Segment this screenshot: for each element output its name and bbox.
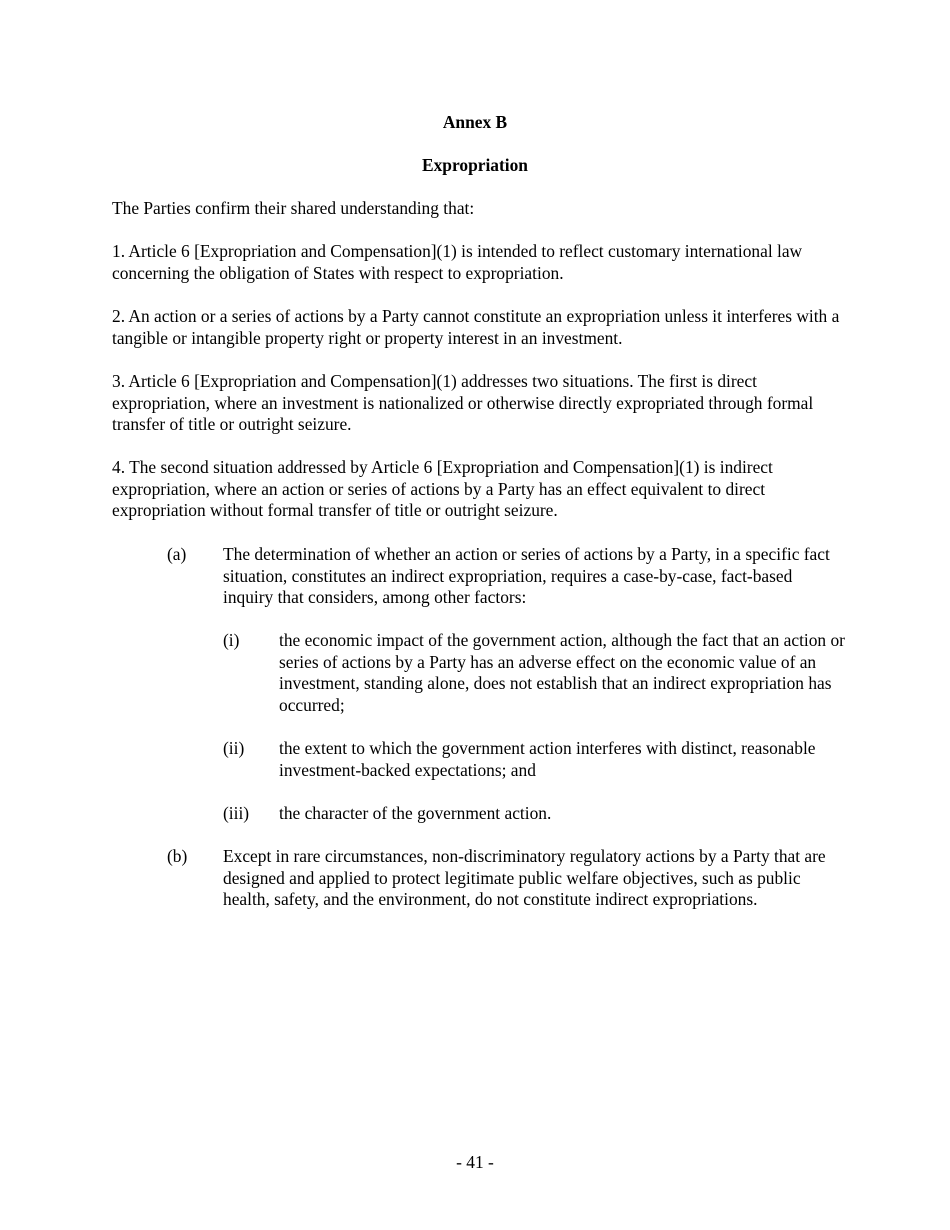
factor-iii-text: the character of the government action. xyxy=(279,803,552,823)
page-title: Expropriation xyxy=(422,155,528,175)
subparagraph-a-text: The determination of whether an action or series of actions by a Party, in a specific fact situation, constitutes an indirect expropriation, requires a case-by-case, fact-based inquiry that considers, among other factors: xyxy=(223,544,830,608)
paragraph-2: 2. An action or a series of actions by a Party cannot constitute an expropriation unless it interferes with a tangible or intangible property right or property interest in an investment. xyxy=(112,306,840,348)
subparagraph-a-marker: (a) xyxy=(167,544,187,564)
factor-i-marker: (i) xyxy=(223,630,240,650)
intro-paragraph: The Parties confirm their shared understanding that: xyxy=(112,198,475,218)
paragraph-3: 3. Article 6 [Expropriation and Compensation](1) addresses two situations. The first is direct expropriation, where an investment is nationalized or otherwise directly expropriated through formal transfer of title or outright seizure. xyxy=(112,371,814,435)
paragraph-4: 4. The second situation addressed by Article 6 [Expropriation and Compensation](1) is indirect expropriation, where an action or series of actions by a Party has an effect equivalent to direct expropriation without formal transfer of title or outright seizure. xyxy=(112,457,773,521)
subparagraph-b-marker: (b) xyxy=(167,846,188,866)
factor-ii-marker: (ii) xyxy=(223,738,245,758)
paragraph-1: 1. Article 6 [Expropriation and Compensation](1) is intended to reflect customary international law concerning the obligation of States with respect to expropriation. xyxy=(112,241,803,283)
factor-iii-marker: (iii) xyxy=(223,803,250,823)
subparagraph-b-text: Except in rare circumstances, non-discriminatory regulatory actions by a Party that are designed and applied to protect legitimate public welfare objectives, such as public health, safety, and the environment, do not constitute indirect expropriations. xyxy=(223,846,826,910)
annex-label: Annex B xyxy=(442,112,508,132)
factor-ii-text: the extent to which the government action interferes with distinct, reasonable investment-backed expectations; and xyxy=(279,738,816,780)
page-number: - 41 - xyxy=(456,1152,494,1172)
factor-i-text: the economic impact of the government action, although the fact that an action or series of actions by a Party has an adverse effect on the economic value of an investment, standing alone, does not establish that an indirect expropriation has occurred; xyxy=(279,630,845,716)
